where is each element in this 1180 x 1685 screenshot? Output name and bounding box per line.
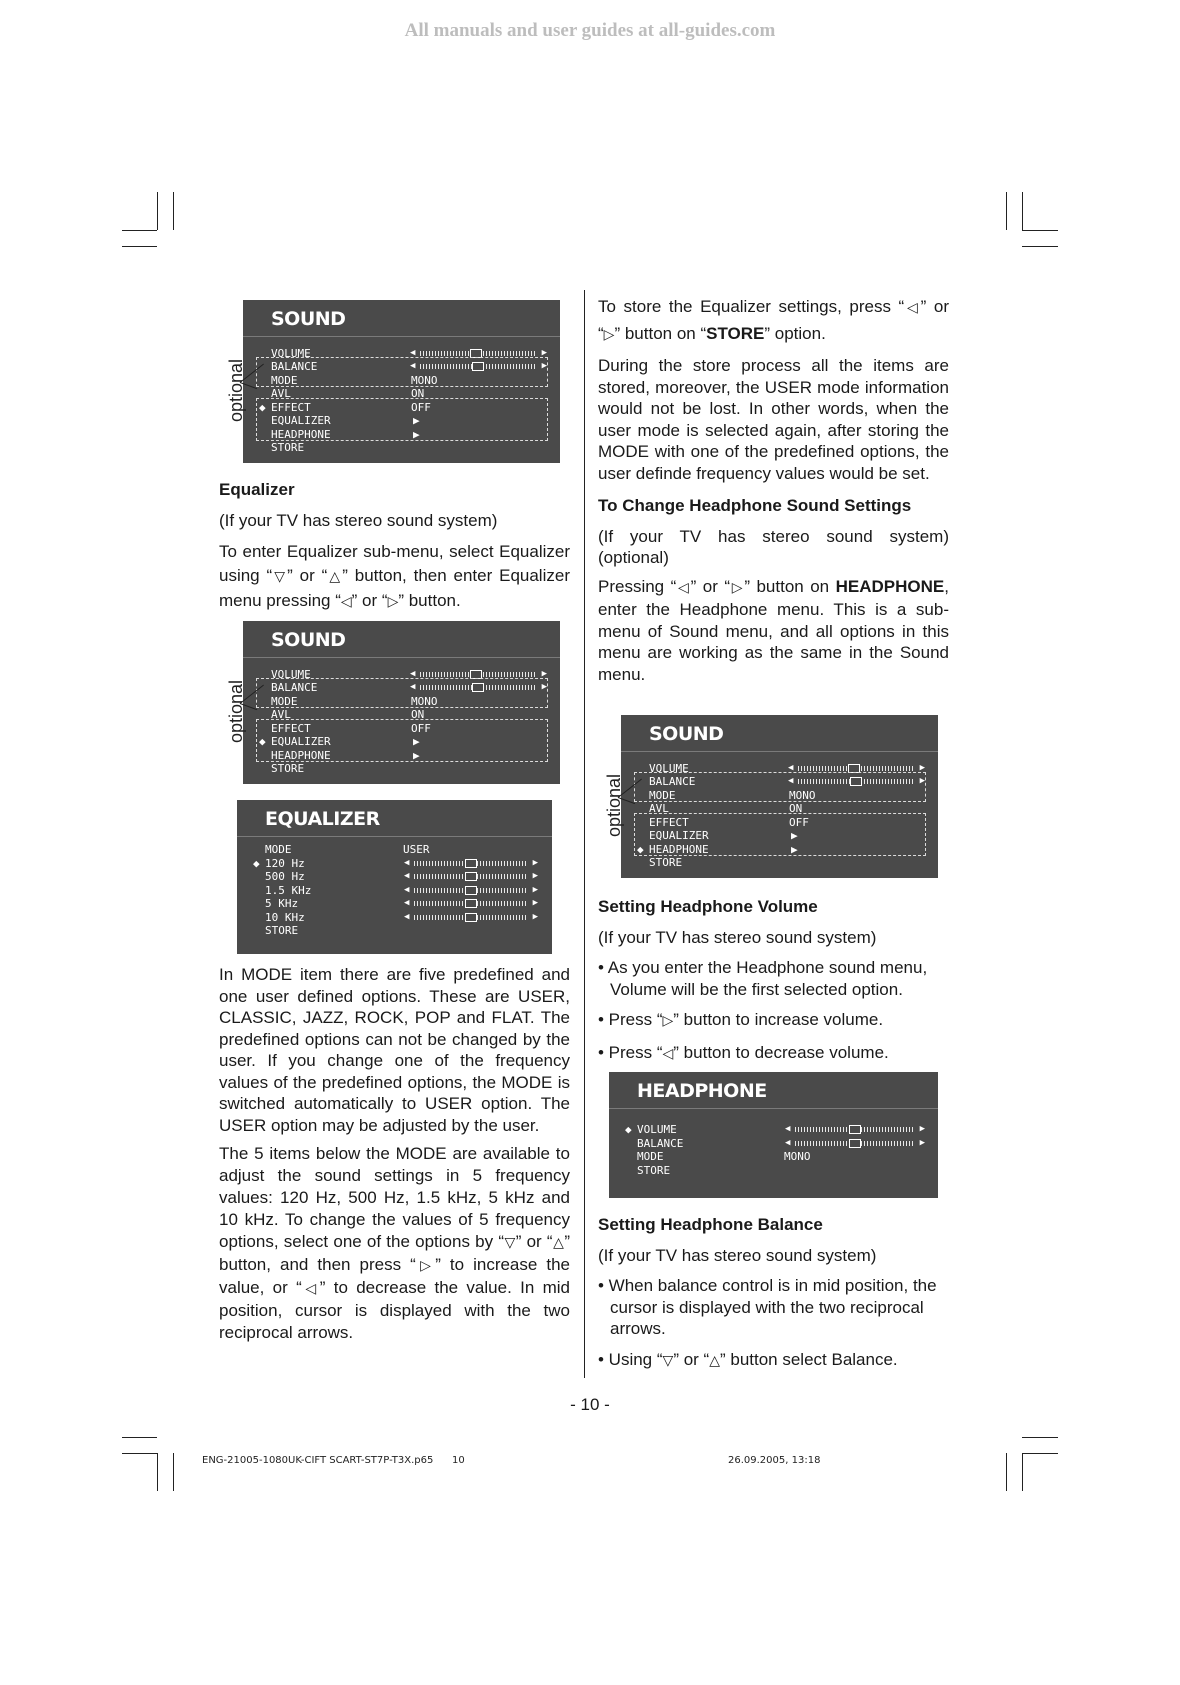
right-arrow-icon: ▷ xyxy=(603,327,615,343)
osd-item: BALANCE xyxy=(271,681,318,694)
right-arrow-icon: ▷ xyxy=(415,1258,436,1274)
submenu-arrow-icon: ▶ xyxy=(791,829,798,842)
osd-item: VOLUME xyxy=(271,668,311,681)
left-arrow-icon: ◁ xyxy=(340,594,352,610)
osd-item: 5 KHz xyxy=(265,897,299,910)
right-arrow-icon: ▷ xyxy=(662,1013,674,1029)
osd-item: STORE xyxy=(649,856,683,869)
left-arrow-icon: ◁ xyxy=(301,1281,320,1297)
watermark: All manuals and user guides at all-guides.com xyxy=(404,20,776,41)
osd-item: VOLUME xyxy=(649,762,689,775)
osd-item: EQUALIZER xyxy=(271,735,331,748)
column-divider xyxy=(584,290,585,1378)
up-arrow-icon: △ xyxy=(552,1235,565,1251)
bullet: • Using “▽” or “△” button select Balance. xyxy=(598,1349,898,1369)
submenu-arrow-icon: ▶ xyxy=(413,414,420,427)
footer-page: 10 xyxy=(452,1455,465,1466)
volume-slider: ◀ ▶ xyxy=(788,763,925,773)
osd-item: AVL xyxy=(649,802,669,815)
osd-item: HEADPHONE xyxy=(271,428,331,441)
volume-slider: ◀ ▶ xyxy=(410,669,547,679)
paragraph: (If your TV has stereo sound system) xyxy=(598,1245,877,1265)
osd-item: STORE xyxy=(637,1164,671,1177)
down-arrow-icon: ▽ xyxy=(662,1352,674,1369)
effect-value: OFF xyxy=(789,816,809,829)
bullet: • Press “◁” button to decrease volume. xyxy=(598,1042,889,1062)
osd-item: BALANCE xyxy=(649,775,696,788)
osd-title: SOUND xyxy=(271,308,346,330)
osd-item: STORE xyxy=(271,441,305,454)
eq-slider-10khz: ◀ ▶ xyxy=(404,912,538,922)
avl-value: ON xyxy=(789,802,803,815)
osd-item: 500 Hz xyxy=(265,870,305,883)
osd-item: HEADPHONE xyxy=(271,749,331,762)
left-arrow-icon: ◁ xyxy=(676,579,691,596)
paragraph: The 5 items below the MODE are available to adjust the sound settings in 5 frequency values: 120 Hz, 500 Hz, 1.5 kHz, 5 kHz and 10 kHz. To change the values of 5 frequency options, select one of the options by “▽” or “△” button, and then press “▷” to increase the value, or “◁” to decrease the value. In mid position, cursor is displayed with the two reciprocal arrows. xyxy=(219,1144,571,1342)
cursor-icon: ◆ xyxy=(625,1123,632,1136)
osd-item: EQUALIZER xyxy=(649,829,709,842)
paragraph: Pressing “◁” or “▷” button on HEADPHONE, enter the Headphone menu. This is a sub-menu of Sound menu, and all options in this menu are working as the same in the Sound menu. xyxy=(598,576,949,684)
osd-item: HEADPHONE xyxy=(649,843,709,856)
right-arrow-icon: ▷ xyxy=(387,594,399,610)
balance-slider: ◀ ▶ xyxy=(788,776,925,786)
up-arrow-icon: △ xyxy=(709,1352,720,1369)
osd-item: EFFECT xyxy=(271,722,311,735)
balance-slider: ◀ ▶ xyxy=(410,361,547,371)
osd-item: EQUALIZER xyxy=(271,414,331,427)
heading-headphone-balance: Setting Headphone Balance xyxy=(598,1215,823,1234)
osd-item: MODE xyxy=(271,374,298,387)
heading-headphone-volume: Setting Headphone Volume xyxy=(598,897,818,916)
cursor-icon: ◆ xyxy=(253,857,260,870)
osd-sound-menu-2 xyxy=(243,621,560,784)
paragraph: To store the Equalizer settings, press “◁” or “▷” button on “STORE” option. xyxy=(598,297,949,343)
mode-value: MONO xyxy=(789,789,816,802)
osd-title: EQUALIZER xyxy=(265,808,380,830)
bullet: • As you enter the Headphone sound menu, Volume will be the first selected option. xyxy=(598,958,928,999)
eq-slider-1-5khz: ◀ ▶ xyxy=(404,885,538,895)
heading-headphone: To Change Headphone Sound Settings xyxy=(598,496,912,515)
footer-timestamp: 26.09.2005, 13:18 xyxy=(728,1455,821,1466)
optional-label: optional xyxy=(604,773,624,837)
osd-title: HEADPHONE xyxy=(637,1080,767,1102)
paragraph: During the store process all the items are stored, moreover, the USER mode information would not be lost. In other words, when the user mode is selected again, after storing the MODE with one of the predefined options, the user definde frequency values would be set. xyxy=(598,356,949,483)
osd-item: 1.5 KHz xyxy=(265,884,312,897)
heading-equalizer: Equalizer xyxy=(219,480,295,499)
osd-headphone-menu xyxy=(609,1072,938,1198)
mode-value: MONO xyxy=(411,374,438,387)
page-number: - 10 - xyxy=(570,1395,610,1414)
osd-item: AVL xyxy=(271,708,291,721)
effect-value: OFF xyxy=(411,401,431,414)
cursor-icon: ◆ xyxy=(259,401,266,414)
cursor-icon: ◆ xyxy=(259,735,266,748)
eq-slider-120hz: ◀ ▶ xyxy=(404,858,538,868)
osd-item: MODE xyxy=(637,1150,664,1163)
osd-item: MODE xyxy=(271,695,298,708)
avl-value: ON xyxy=(411,387,425,400)
hp-volume-slider: ◀ ▶ xyxy=(785,1124,925,1134)
osd-title: SOUND xyxy=(271,629,346,651)
balance-slider: ◀ ▶ xyxy=(410,682,547,692)
avl-value: ON xyxy=(411,708,425,721)
osd-sound-menu-1 xyxy=(243,300,560,463)
osd-equalizer-menu xyxy=(237,800,552,954)
osd-item: EFFECT xyxy=(271,401,311,414)
osd-item: VOLUME xyxy=(637,1123,677,1136)
osd-item: STORE xyxy=(271,762,305,775)
submenu-arrow-icon: ▶ xyxy=(413,749,420,762)
osd-item: 10 KHz xyxy=(265,911,305,924)
bullet: • When balance control is in mid position, the cursor is displayed with the two reciprocal arrows. xyxy=(598,1276,937,1338)
osd-item: STORE xyxy=(265,924,299,937)
effect-value: OFF xyxy=(411,722,431,735)
cursor-icon: ◆ xyxy=(637,843,644,856)
osd-item: EFFECT xyxy=(649,816,689,829)
paragraph: In MODE item there are five predefined and one user defined options. These are USER, CLASSIC, JAZZ, ROCK, POP and FLAT. The predefined options can not be changed by the user. If you change one of the frequency values of the predefined options, the MODE is switched automatically to USER option. The USER option may be adjusted by the user. xyxy=(219,965,570,1135)
submenu-arrow-icon: ▶ xyxy=(791,843,798,856)
left-arrow-icon: ◁ xyxy=(904,300,921,316)
osd-item: BALANCE xyxy=(271,360,318,373)
paragraph: (If your TV has stereo sound system) (optional) xyxy=(598,526,949,567)
up-arrow-icon: △ xyxy=(327,569,343,585)
footer-filename: ENG-21005-1080UK-CIFT SCART-ST7P-T3X.p65 xyxy=(202,1455,434,1466)
osd-item: VOLUME xyxy=(271,347,311,360)
eq-slider-5khz: ◀ ▶ xyxy=(404,898,538,908)
optional-label: optional xyxy=(226,679,246,743)
osd-item: 120 Hz xyxy=(265,857,305,870)
paragraph: To enter Equalizer sub-menu, select Equalizer using “▽” or “△” button, then enter Equalizer menu pressing “◁” or “▷” button. xyxy=(219,542,570,610)
hp-balance-slider: ◀ ▶ xyxy=(785,1138,925,1148)
bullet: • Press “▷” button to increase volume. xyxy=(598,1010,884,1029)
hp-mode-value: MONO xyxy=(784,1150,811,1163)
osd-item: AVL xyxy=(271,387,291,400)
eq-slider-500hz: ◀ ▶ xyxy=(404,871,538,881)
osd-title: SOUND xyxy=(649,723,724,745)
eq-mode-value: USER xyxy=(403,843,430,856)
down-arrow-icon: ▽ xyxy=(272,569,288,585)
osd-item: MODE xyxy=(649,789,676,802)
paragraph: (If your TV has stereo sound system) xyxy=(598,927,877,947)
osd-item: MODE xyxy=(265,843,292,856)
submenu-arrow-icon: ▶ xyxy=(413,735,420,748)
paragraph: (If your TV has stereo sound system) xyxy=(219,510,498,530)
submenu-arrow-icon: ▶ xyxy=(413,428,420,441)
mode-value: MONO xyxy=(411,695,438,708)
right-arrow-icon: ▷ xyxy=(730,579,745,596)
down-arrow-icon: ▽ xyxy=(504,1235,516,1251)
optional-label: optional xyxy=(226,358,246,422)
volume-slider: ◀ ▶ xyxy=(410,348,547,358)
osd-item: BALANCE xyxy=(637,1137,684,1150)
osd-sound-menu-3 xyxy=(621,715,938,878)
left-arrow-icon: ◁ xyxy=(662,1045,674,1062)
